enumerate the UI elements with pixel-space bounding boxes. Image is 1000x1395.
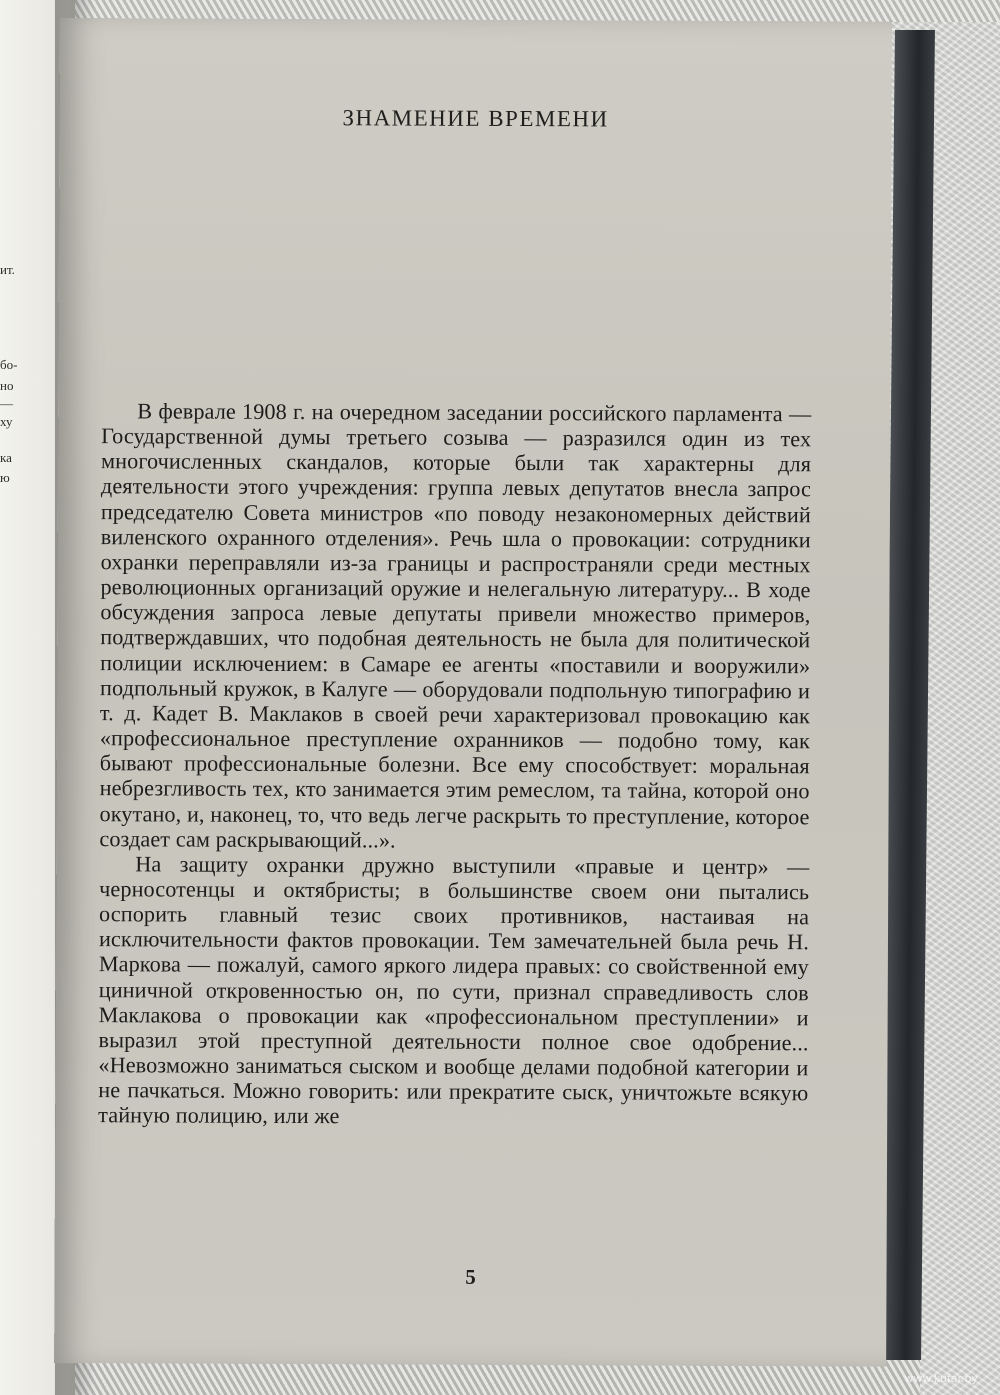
body-text xyxy=(98,398,811,1131)
paragraph: В феврале 1908 г. на очередном заседании российского парламента — Государственной думы третьего созыва — разразился один из тех многочисленных скандалов, которые были так характерны для деятельности этого учреждения: группа левых депутатов внесла запрос председателю Совета министров «по поводу незакономерных действий виленского охранного отделения». Речь шла о провокации: сотрудники охранки переправляли из-за границы и распространяли среди местных революционных организаций оружие и нелегальную литературу... В ходе обсуждения запроса левые депутаты привели множество примеров, подтверждавших, что подобная деятельность не была для политической полиции исключением: в Самаре ее агенты «поставили и вооружили» подпольный кружок, в Калуге — оборудовали подпольную типографию и т. д. Кадет В. Маклаков в своей речи характеризовал провокацию как «профессиональное преступление охранников — подобно тому, как бывают профессиональные болезни. Все ему способствует: моральная небрезгливость тех, кто занимается этим ремеслом, та тайна, которой оно окутано, и, наконец, то, что ведь легче раскрыть то преступление, которое создает сам раскрывающий...». xyxy=(99,398,812,853)
left-page-fragment: — xyxy=(0,396,13,411)
left-page-fragment: ит. xyxy=(0,262,15,277)
page-number: 5 xyxy=(465,1264,476,1289)
left-page-fragment: бо- xyxy=(0,357,18,372)
chapter-heading: ЗНАМЕНИЕ ВРЕМЕНИ xyxy=(342,105,609,132)
watermark: www.kufar.by xyxy=(904,1372,978,1385)
book-page xyxy=(54,18,892,1367)
left-page-fragment: ху xyxy=(0,414,13,429)
left-page-fragment: ка xyxy=(0,450,12,465)
left-page-fragment: ю xyxy=(0,470,10,485)
paragraph: На защиту охранки дружно выступили «правые и центр» — черносотенцы и октябристы; в большинстве своем они пытались оспорить главный тезис своих противников, настаивая на исключительности фактов провокации. Тем замечательней была речь Н. Маркова — пожалуй, самого яркого лидера правых: со свойственной ему циничной откровенностью он, по сути, признал справедливость слов Маклакова о провокации как «профессиональном преступлении» и выразил этой преступной деятельности полное свое одобрение... «Невозможно заниматься сыском и вообще делами подобной категории и не пачкаться. Можно говорить: или прекратите сыск, уничтожьте всякую тайную полицию, или же xyxy=(98,851,810,1129)
left-page-fragment: но xyxy=(0,378,14,393)
